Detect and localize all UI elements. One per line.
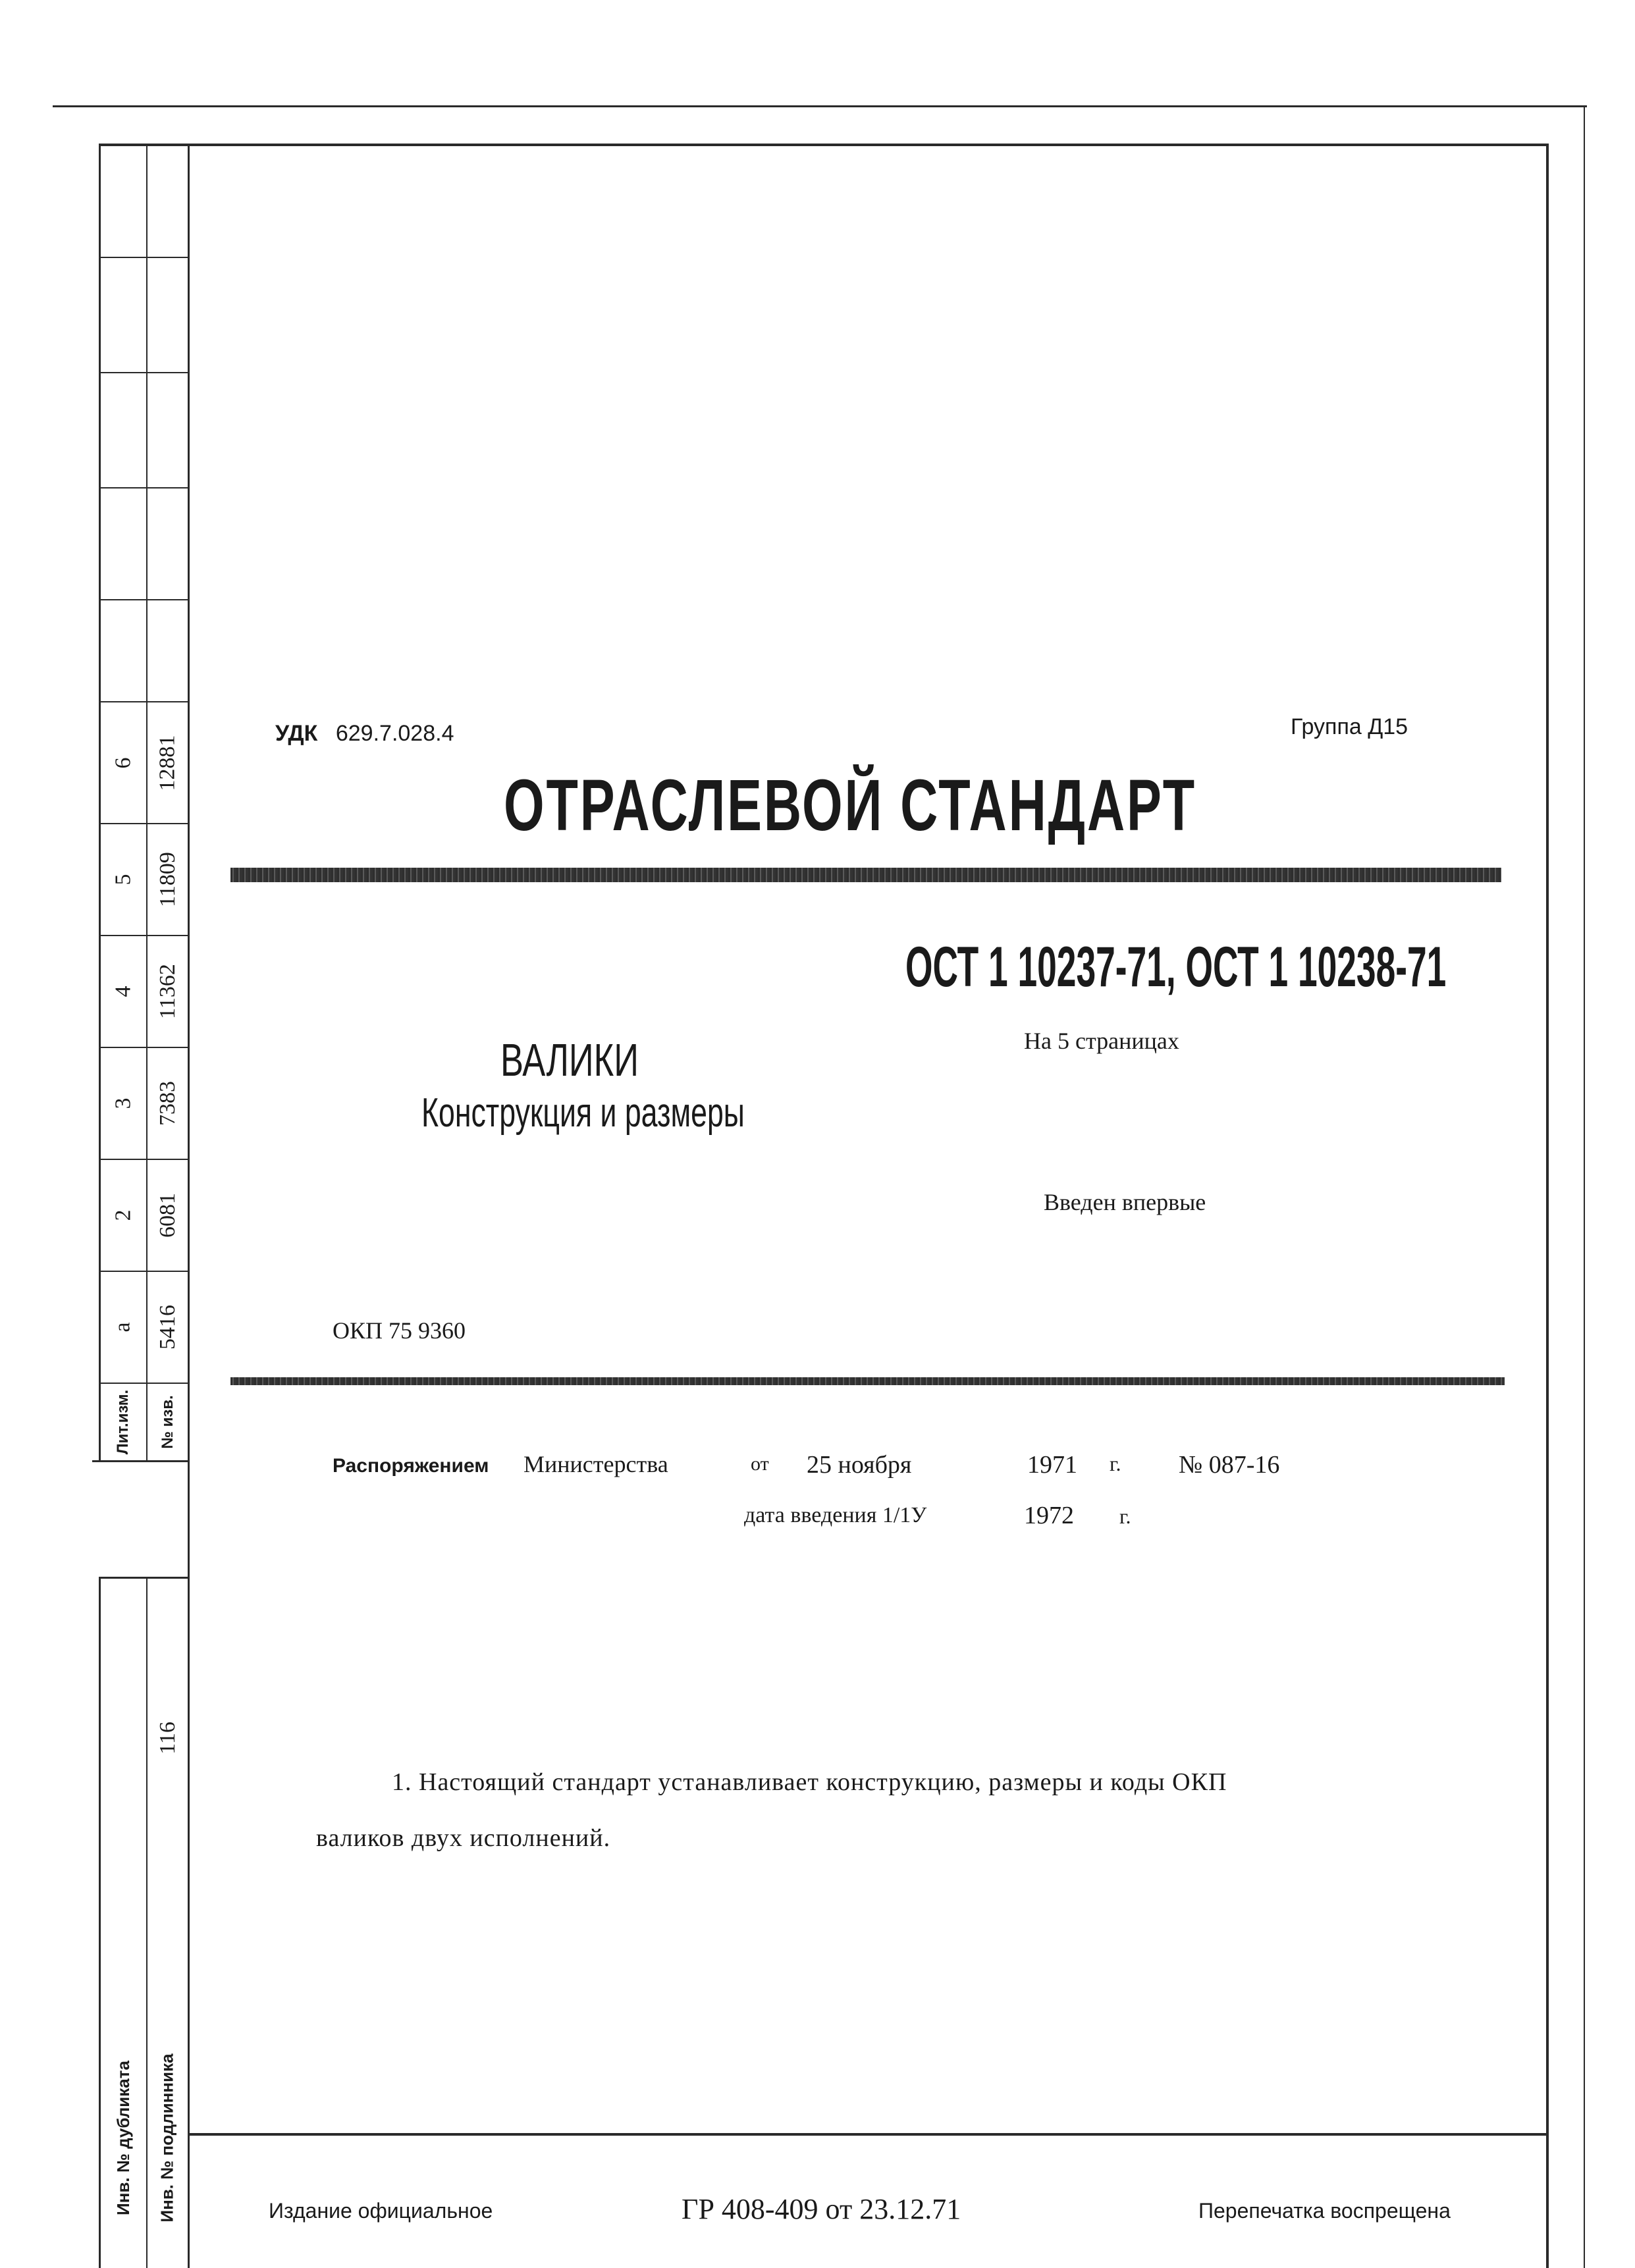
notice-number: 11809 [155,852,180,907]
sidebar-row-line [99,599,188,600]
order-number: № 087-16 [1179,1451,1280,1479]
order-authority: Министерства [523,1451,668,1477]
footer-rule [188,2133,1549,2136]
body-paragraph-line-1: 1. Настоящий стандарт устанавливает конструкцию, размеры и коды ОКП [392,1768,1227,1796]
frame-right [1546,144,1549,2268]
notice-number: 6081 [155,1193,180,1238]
frame-top [99,144,1547,146]
udk-label: УДК [275,721,318,746]
subject-title: ВАЛИКИ [500,1034,639,1086]
inv-original-label: Инв. № подлинника [157,2053,178,2223]
udk-line [275,721,454,747]
notice-number: 7383 [155,1081,180,1126]
sidebar-row-line [92,1460,188,1462]
right-page-edge [1584,105,1585,2268]
okp-code: ОКП 75 9360 [333,1317,466,1344]
sidebar-row-line [99,257,188,258]
page-count: На 5 страницах [1024,1028,1179,1054]
change-number: 4 [111,986,135,997]
change-number: 2 [111,1209,135,1221]
inv-duplicate-label: Инв. № дубликата [113,2061,133,2215]
change-number: а [111,1322,135,1332]
section-divider-bar [230,1377,1505,1385]
change-number: 5 [111,874,135,885]
body-paragraph-line-2: валиков двух исполнений. [316,1824,611,1852]
intro-year-suffix: г. [1119,1504,1131,1528]
order-year: 1971 [1027,1451,1077,1479]
inv-original-value: 116 [155,1722,180,1754]
order-date: 25 ноября [807,1451,912,1479]
title-underline-bar [230,868,1501,882]
standard-number: ОСТ 1 10237-71, ОСТ 1 10238-71 [905,936,1447,999]
introduced-note: Введен впервые [1044,1189,1206,1215]
sidebar-lower-top [99,1577,188,1579]
order-label: Распоряжением [333,1455,489,1477]
intro-year: 1972 [1024,1502,1074,1529]
document-title: ОТРАСЛЕВОЙ СТАНДАРТ [504,765,1196,846]
change-column-label: Лит.изм. [114,1389,132,1455]
order-year-suffix: г. [1110,1452,1121,1475]
notice-number: 11362 [155,964,180,1019]
group-code: Группа Д15 [1291,714,1408,739]
subject-subtitle: Конструкция и размеры [421,1090,745,1136]
intro-date-label: дата введения 1/1У [744,1503,927,1527]
udk-value: 629.7.028.4 [335,721,454,746]
change-number: 3 [111,1097,135,1109]
sidebar-row-line [99,372,188,373]
order-from: от [751,1453,769,1475]
edition-note: Издание официальное [269,2199,493,2223]
top-rule [53,105,1587,107]
change-number: 6 [111,757,135,768]
notice-number: 5416 [155,1305,180,1350]
notice-column-label: № изв. [158,1395,176,1449]
frame-left [188,144,190,2268]
notice-number: 12881 [155,735,180,791]
reprint-note: Перепечатка воспрещена [1198,2199,1451,2223]
registration-note: ГР 408-409 от 23.12.71 [682,2193,961,2225]
sidebar-row-line [99,487,188,488]
